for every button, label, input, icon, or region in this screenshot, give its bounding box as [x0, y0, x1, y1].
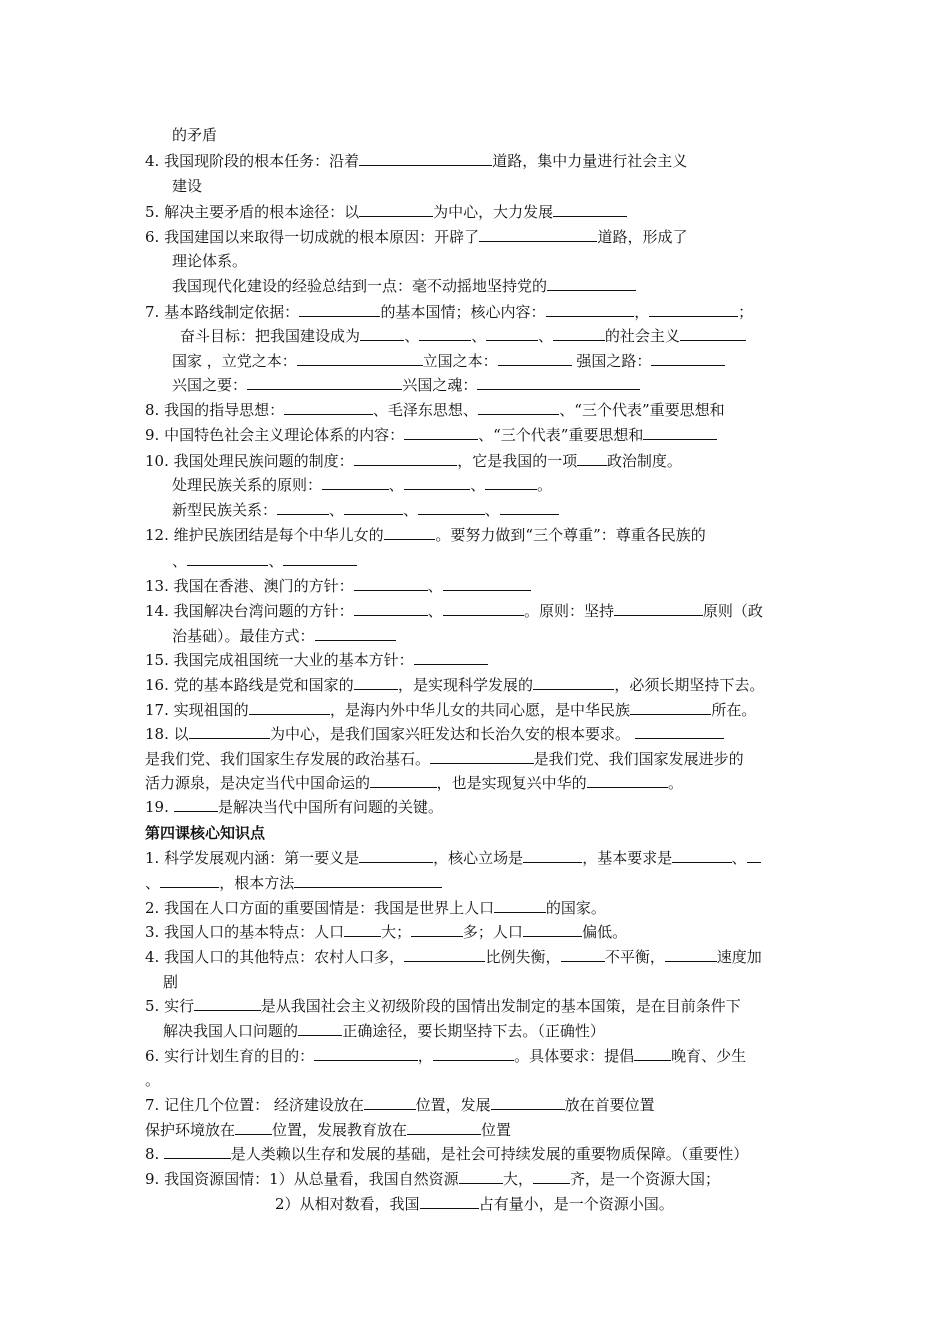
fill-in-blank: [500, 500, 559, 515]
text-line: 治基础）。最佳方式：: [172, 626, 396, 646]
text-line: 8. 我国的指导思想： 、毛泽东思想、 、“三个代表”重要思想和: [145, 401, 725, 419]
text-line: 5. 实行 是从我国社会主义初级阶段的国情出发制定的基本国策，是在目前条件下: [145, 997, 741, 1015]
fill-in-blank: [430, 749, 534, 764]
fill-in-blank: [160, 873, 219, 888]
fill-in-blank: [553, 326, 605, 341]
fill-in-blank: [672, 848, 731, 863]
fill-in-blank: [649, 302, 738, 317]
fill-in-blank: [478, 400, 559, 415]
text-line: 奋斗目标：把我国建设成为 、 、 、 的社会主义: [180, 326, 746, 346]
fill-in-blank: [404, 425, 478, 440]
text-line: 1. 科学发展观内涵：第一要义是 ，核心立场是 ，基本要求是 、: [145, 848, 761, 868]
text-line: 。: [145, 1071, 161, 1089]
fill-in-blank: [344, 500, 403, 515]
text-line: 4. 我国人口的其他特点：农村人口多， 比例失衡， 不平衡， 速度加: [145, 948, 762, 966]
fill-in-blank: [404, 947, 485, 962]
text-line: 、 、: [172, 551, 357, 571]
text-line: 保护环境放在 位置，发展教育放在 位置: [145, 1121, 512, 1139]
fill-in-blank: [297, 351, 423, 366]
text-line: 处理民族关系的原则： 、 、 。: [172, 476, 553, 494]
fill-in-blank: [630, 700, 711, 715]
text-line: 国家 ，立党之本： 立国之本： 强国之路：: [172, 351, 725, 371]
fill-in-blank: [477, 375, 640, 390]
fill-in-blank: [443, 601, 524, 616]
fill-in-blank: [284, 400, 373, 415]
fill-in-blank: [277, 500, 329, 515]
fill-in-blank: [354, 576, 428, 591]
text-line: 12. 维护民族团结是每个中华儿女的 。要努力做到“三个尊重”：尊重各民族的: [145, 526, 706, 544]
fill-in-blank: [364, 1095, 416, 1110]
text-line: 16. 党的基本路线是党和国家的 ，是实现科学发展的 ，必须长期坚持下去。: [145, 676, 765, 694]
fill-in-blank: [354, 675, 398, 690]
fill-in-blank: [283, 551, 357, 566]
text-line: 解决我国人口问题的 正确途径，要长期坚持下去。（正确性）: [163, 1022, 605, 1040]
text-line: 是我们党、我们国家生存发展的政治基石。 是我们党、我们国家发展进步的: [145, 750, 744, 768]
fill-in-blank: [298, 1021, 342, 1036]
text-line: 新型民族关系： 、 、 、: [172, 500, 559, 520]
fill-in-blank: [486, 326, 538, 341]
text-line: 我国现代化建设的经验总结到一点：毫不动摇地坚持党的: [172, 276, 636, 296]
text-line: 19. 是解决当代中国所有问题的关键。: [145, 798, 444, 816]
fill-in-blank: [359, 848, 433, 863]
fill-in-blank: [479, 227, 597, 242]
fill-in-blank: [614, 601, 703, 616]
section-heading: 第四课核心知识点: [145, 824, 266, 842]
fill-in-blank: [164, 1144, 231, 1159]
text-line: 18. 以 为中心，是我们国家兴旺发达和长治久安的根本要求。: [145, 724, 724, 744]
fill-in-blank: [370, 773, 437, 788]
fill-in-blank: [359, 202, 433, 217]
fill-in-blank: [187, 551, 268, 566]
fill-in-blank: [635, 724, 724, 739]
text-line: 活力源泉，是决定当代中国命运的 ，也是实现复兴中华的 。: [145, 774, 684, 792]
fill-in-blank: [322, 475, 389, 490]
fill-in-blank: [747, 848, 762, 863]
fill-in-blank: [547, 276, 636, 291]
text-line: 6. 我国建国以来取得一切成就的根本原因：开辟了 道路，形成了: [145, 228, 688, 246]
text-line: 15. 我国完成祖国统一大业的基本方针：: [145, 650, 488, 670]
text-line: 6. 实行计划生育的目的： ， 。具体要求：提倡 晚育、少生: [145, 1047, 747, 1065]
text-line: 5. 解决主要矛盾的根本途径：以 为中心，大力发展: [145, 202, 627, 222]
fill-in-blank: [411, 922, 463, 937]
fill-in-blank: [494, 898, 546, 913]
fill-in-blank: [414, 650, 488, 665]
text-line: 2）从相对数看，我国 占有量小，是一个资源小国。: [275, 1195, 674, 1213]
text-line: 9. 中国特色社会主义理论体系的内容： 、“三个代表”重要思想和: [145, 425, 717, 445]
text-line: 14. 我国解决台湾问题的方针： 、 。原则：坚持 原则（政: [145, 602, 763, 620]
fill-in-blank: [404, 475, 471, 490]
fill-in-blank: [533, 675, 614, 690]
text-line: 13. 我国在香港、澳门的方针： 、: [145, 576, 531, 596]
fill-in-blank: [314, 1046, 418, 1061]
fill-in-blank: [498, 351, 572, 366]
text-line: 9. 我国资源国情：1）从总量看，我国自然资源 大， 齐，是一个资源大国；: [145, 1170, 721, 1188]
fill-in-blank: [433, 1046, 514, 1061]
text-line: 2. 我国在人口方面的重要国情是：我国是世界上人口 的国家。: [145, 899, 606, 917]
fill-in-blank: [384, 525, 436, 540]
text-line: 10. 我国处理民族问题的制度： ，它是我国的一项 政治制度。: [145, 452, 682, 470]
text-line: 剧: [163, 973, 179, 991]
fill-in-blank: [587, 773, 668, 788]
text-line: 建设: [172, 177, 203, 195]
fill-in-blank: [174, 797, 218, 812]
fill-in-blank: [665, 947, 717, 962]
text-line: 7. 记住几个位置： 经济建设放在 位置，发展 放在首要位置: [145, 1096, 655, 1114]
text-line: 理论体系。: [172, 252, 248, 270]
fill-in-blank: [235, 1120, 272, 1135]
text-line: 17. 实现祖国的 ，是海内外中华儿女的共同心愿，是中华民族 所在。: [145, 701, 757, 719]
fill-in-blank: [643, 425, 717, 440]
text-line: 8. 是人类赖以生存和发展的基础，是社会可持续发展的重要物质保障。（重要性）: [145, 1145, 749, 1163]
text-line: 的矛盾: [172, 126, 218, 144]
fill-in-blank: [485, 475, 537, 490]
fill-in-blank: [651, 351, 725, 366]
text-line: 4. 我国现阶段的根本任务：沿着 道路，集中力量进行社会主义: [145, 152, 688, 170]
fill-in-blank: [354, 451, 458, 466]
fill-in-blank: [359, 151, 492, 166]
fill-in-blank: [299, 302, 380, 317]
fill-in-blank: [459, 1169, 503, 1184]
fill-in-blank: [553, 202, 627, 217]
fill-in-blank: [546, 302, 635, 317]
fill-in-blank: [354, 601, 428, 616]
text-line: 7. 基本路线制定依据： 的基本国情；核心内容： ， ；: [145, 303, 754, 321]
fill-in-blank: [533, 1169, 570, 1184]
fill-in-blank: [407, 1120, 481, 1135]
fill-in-blank: [360, 326, 404, 341]
fill-in-blank: [189, 724, 270, 739]
fill-in-blank: [420, 1194, 479, 1209]
fill-in-blank: [418, 500, 485, 515]
fill-in-blank: [419, 326, 471, 341]
fill-in-blank: [680, 326, 747, 341]
fill-in-blank: [344, 922, 381, 937]
fill-in-blank: [315, 626, 396, 641]
fill-in-blank: [194, 996, 261, 1011]
fill-in-blank: [491, 1095, 565, 1110]
text-line: 、 ，根本方法: [145, 873, 442, 893]
fill-in-blank: [294, 873, 442, 888]
text-line: 兴国之要： 兴国之魂：: [172, 375, 640, 395]
fill-in-blank: [443, 576, 532, 591]
text-line: 3. 我国人口的基本特点：人口 大； 多；人口 偏低。: [145, 923, 628, 941]
fill-in-blank: [247, 375, 402, 390]
fill-in-blank: [577, 451, 607, 466]
fill-in-blank: [634, 1046, 671, 1061]
fill-in-blank: [249, 700, 330, 715]
fill-in-blank: [523, 922, 582, 937]
fill-in-blank: [561, 947, 605, 962]
fill-in-blank: [523, 848, 582, 863]
